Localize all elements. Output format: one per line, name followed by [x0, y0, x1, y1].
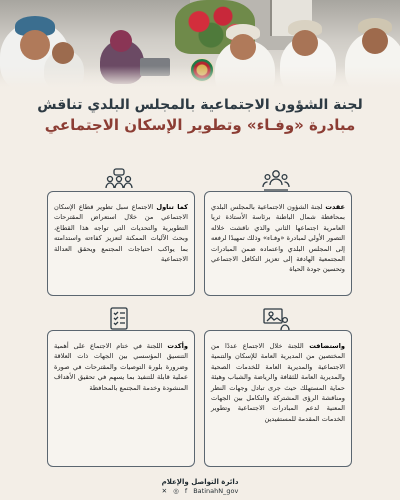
card-lead: وأكدت [167, 342, 188, 350]
footer [0, 478, 400, 500]
card-housing-development [47, 191, 195, 296]
card-conclusion [47, 330, 195, 467]
social-handle-row [0, 487, 400, 496]
card-text: الاجتماع سبل تطوير قطاع الإسكان الاجتماعي من خلال استعراض المقترحات التطويرية والتحديات التي تواجه هذا القطاع، وبحث الآليات الممكنة لتعزيز كفاءته واستدامته بما يواكب احتياجات المجتمع ويحقق العدالة الاجتماعية [54, 203, 188, 264]
card-hosted-experts [204, 330, 352, 467]
department-name: دائرة التواصل والإعلام [161, 478, 239, 486]
social-media-icons: ✕ ◎ f [161, 487, 190, 495]
page-title [20, 96, 380, 135]
discussion-icon [105, 168, 133, 192]
card-text: لجنة الشؤون الاجتماعية بالمجلس البلدي بمحافظة شمال الباطنة برئاسة الأستاذة ثريا العامرية اجتماعها الثاني والذي ناقشت خلاله التصور الأولي لمبادرة «وفـاء» وذلك تمهيدًا لرفعه إلى المجلس البلدي واعتماده ضمن المبادرات المجتمعية الهادفة إلى تعزيز التكافل الاجتماعي وتحسين جودة الحياة [211, 203, 345, 274]
title-line-1: لجنة الشؤون الاجتماعية بالمجلس البلدي تناقش [37, 97, 363, 113]
card-lead: كما تناول [156, 203, 188, 211]
card-meeting-held [204, 191, 352, 296]
checklist-icon [105, 307, 133, 331]
card-lead: عقدت [325, 203, 345, 211]
presentation-icon [262, 307, 290, 331]
title-line-2: مبادرة «وفـاء» وتطوير الإسكان الاجتماعي [44, 116, 356, 134]
card-text: اللجنة في ختام الاجتماع على أهمية التنسيق المؤسسي بين الجهات ذات العلاقة وضرورة بلورة التوصيات والمقترحات في صورة عملية قابلة للتنفيذ بما يسهم في تحقيق الأهداف المنشودة وخدمة المجتمع بالمحافظة [54, 342, 188, 392]
social-handle[interactable]: BatinahN_gov [193, 487, 239, 495]
card-lead: واستضافت [309, 342, 345, 350]
meeting-photo [0, 0, 400, 88]
people-group-icon [262, 168, 290, 192]
card-text: اللجنة خلال الاجتماع عددًا من المختصين من المديرية العامة للإسكان والتنمية الاجتماعية والمديرية العامة للخدمات الصحية والمديرية العامة للثقافة والرياضة والشباب وهيئة حماية المستهلك حيث جرى تبادل وجهات النظر ومناقشة الرؤى المشتركة والتكامل بين الجهات المعنية لدعم المبادرات الاجتماعية وتطوير الخدمات المقدمة للمستفيدين [211, 342, 345, 423]
